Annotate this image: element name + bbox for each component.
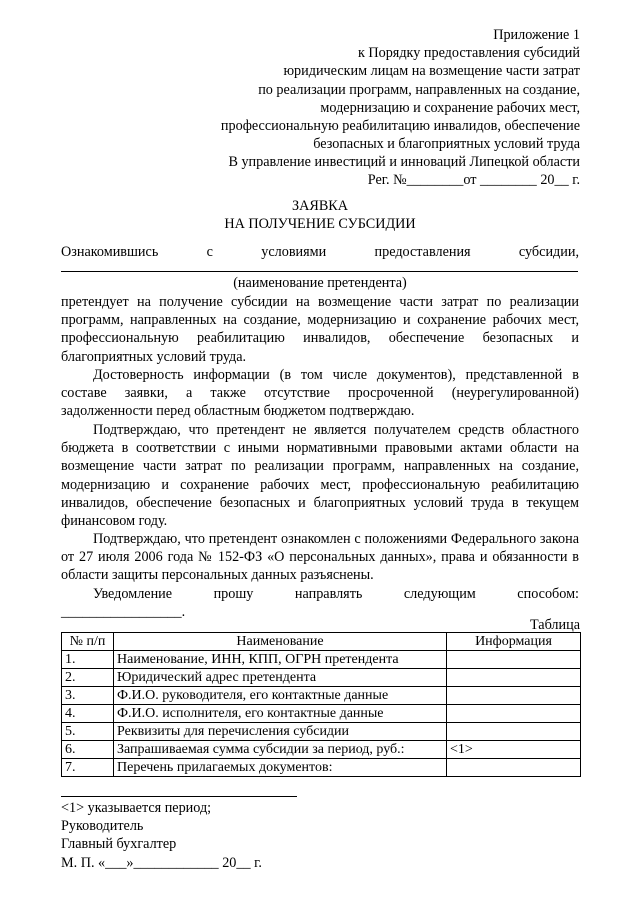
table-row bbox=[62, 687, 581, 705]
registration-line: Рег. №________от ________ 20__ г. bbox=[367, 172, 580, 189]
notification-blank: _________________. bbox=[61, 604, 186, 620]
applicant-caption: (наименование претендента) bbox=[233, 275, 407, 291]
row-number: 4. bbox=[62, 705, 114, 723]
paragraph-claim: претендует на получение субсидии на возмещение части затрат по реализации программ, направленных на создание, модернизацию и сохранение рабочих мест, профессиональную реабилитацию инвалидов, обеспечение безопасных и благоприятных условий труда. bbox=[61, 294, 579, 365]
appendix-line: по реализации программ, направленных на создание, bbox=[258, 81, 580, 98]
accountant-signature-line: Главный бухгалтер bbox=[61, 836, 177, 853]
row-name: Юридический адрес претендента bbox=[114, 669, 447, 687]
row-number: 1. bbox=[62, 651, 114, 669]
header-info: Информация bbox=[447, 633, 581, 651]
paragraph-reliability: Достоверность информации (в том числе документов), представленной в составе заявки, а также отсутствие просроченной (неурегулированной) задолженности перед областным бюджетом подтверждаю. bbox=[61, 367, 579, 420]
row-number: 2. bbox=[62, 669, 114, 687]
table-header-row bbox=[62, 633, 581, 651]
row-name: Реквизиты для перечисления субсидии bbox=[114, 723, 447, 741]
title-line: ЗАЯВКА bbox=[292, 198, 348, 214]
table-row bbox=[62, 669, 581, 687]
table-label: Таблица bbox=[529, 617, 580, 633]
appendix-line: Приложение 1 bbox=[493, 27, 580, 43]
footnote: <1> указывается период; bbox=[61, 800, 212, 816]
table-row bbox=[62, 741, 581, 759]
appendix-line: безопасных и благоприятных условий труда bbox=[313, 136, 580, 153]
row-name: Запрашиваемая сумма субсидии за период, руб.: bbox=[114, 741, 447, 759]
recipient-line: В управление инвестиций и инноваций Липецкой области bbox=[228, 154, 580, 170]
row-info: <1> bbox=[447, 741, 581, 759]
table-row bbox=[62, 705, 581, 723]
row-name: Наименование, ИНН, КПП, ОГРН претендента bbox=[114, 651, 447, 669]
recipient-block bbox=[228, 153, 580, 189]
appendix-line: юридическим лицам на возмещение части затрат bbox=[283, 63, 580, 80]
stamp-date-line: М. П. «___»____________ 20__ г. bbox=[61, 854, 262, 871]
row-info bbox=[447, 687, 581, 705]
row-number: 7. bbox=[62, 759, 114, 777]
footnote-rule bbox=[61, 796, 297, 797]
header-number: № п/п bbox=[62, 633, 114, 651]
row-number: 6. bbox=[62, 741, 114, 759]
row-info bbox=[447, 759, 581, 777]
document-title bbox=[0, 197, 640, 233]
paragraph-personal-data: Подтверждаю, что претендент ознакомлен с положениями Федерального закона от 27 июля 2006 года № 152-ФЗ «О персональных данных», права и обязанности в области защиты персональных данных разъяснены. bbox=[61, 531, 579, 584]
row-name: Перечень прилагаемых документов: bbox=[114, 759, 447, 777]
table-row bbox=[62, 723, 581, 741]
appendix-header bbox=[221, 26, 580, 153]
paragraph-not-recipient: Подтверждаю, что претендент не является получателем средств областного бюджета в соответствии с иными нормативными правовыми актами области на возмещение части затрат по реализации программ, направленных на создание, модернизацию и сохранение рабочих мест, профессиональную реабилитацию инвалидов, обеспечение безопасных и благоприятных условий труда в текущем финансовом году. bbox=[61, 422, 579, 530]
row-info bbox=[447, 705, 581, 723]
row-number: 5. bbox=[62, 723, 114, 741]
row-number: 3. bbox=[62, 687, 114, 705]
appendix-line: профессиональную реабилитацию инвалидов, обеспечение bbox=[220, 118, 580, 135]
row-name: Ф.И.О. руководителя, его контактные данные bbox=[114, 687, 447, 705]
header-name: Наименование bbox=[114, 633, 447, 651]
director-signature-line: Руководитель bbox=[61, 818, 144, 835]
info-table bbox=[61, 632, 581, 777]
appendix-line: модернизацию и сохранение рабочих мест, bbox=[320, 99, 580, 116]
appendix-line: к Порядку предоставления субсидий bbox=[357, 45, 580, 62]
row-info bbox=[447, 651, 581, 669]
notification-line: Уведомление прошу направлять следующим способом: bbox=[93, 586, 579, 602]
table-row bbox=[62, 759, 581, 777]
footer-block bbox=[61, 799, 262, 872]
title-line: НА ПОЛУЧЕНИЕ СУБСИДИИ bbox=[224, 216, 416, 233]
row-info bbox=[447, 669, 581, 687]
applicant-name-rule bbox=[61, 271, 578, 272]
row-info bbox=[447, 723, 581, 741]
intro-line: Ознакомившись с условиями предоставления субсидии, bbox=[61, 244, 579, 260]
row-name: Ф.И.О. исполнителя, его контактные данные bbox=[114, 705, 447, 723]
table-row bbox=[62, 651, 581, 669]
